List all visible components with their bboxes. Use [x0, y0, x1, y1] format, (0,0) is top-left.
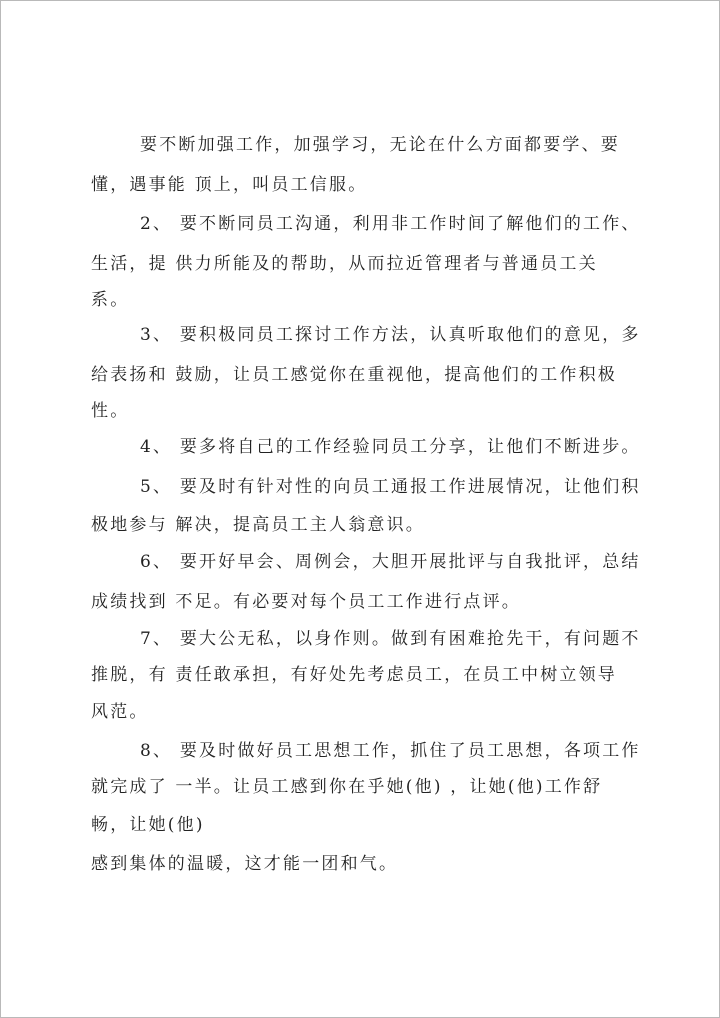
document-body — [1, 1, 719, 1017]
paragraph-line: 给表扬和 鼓励，让员工感觉你在重视他，提高他们的工作积极 — [91, 365, 618, 385]
paragraph-line: 7、 要大公无私，以身作则。做到有困难抢先干，有问题不 — [140, 629, 641, 649]
paragraph-line: 8、 要及时做好员工思想工作，抓住了员工思想，各项工作 — [140, 741, 641, 761]
paragraph-line: 性。 — [91, 401, 130, 421]
paragraph-line: 极地参与 解决，提高员工主人翁意识。 — [91, 515, 426, 535]
paragraph-line: 推脱，有 责任敢承担，有好处先考虑员工，在员工中树立领导 — [91, 665, 618, 685]
paragraph-line: 3、 要积极同员工探讨工作方法，认真听取他们的意见，多 — [140, 325, 641, 345]
paragraph-line: 就完成了 一半。让员工感到你在乎她(他) ，让她(他)工作舒 — [91, 777, 603, 797]
paragraph-line: 感到集体的温暖，这才能一团和气。 — [91, 854, 399, 874]
paragraph-line: 系。 — [91, 290, 130, 310]
paragraph-line: 成绩找到 不足。有必要对每个员工工作进行点评。 — [91, 592, 522, 612]
paragraph-line: 懂，遇事能 顶上，叫员工信服。 — [91, 175, 368, 195]
paragraph-line: 6、 要开好早会、周例会，大胆开展批评与自我批评，总结 — [140, 552, 641, 572]
paragraph-line: 4、 要多将自己的工作经验同员工分享，让他们不断进步。 — [140, 437, 641, 457]
paragraph-line: 生活，提 供力所能及的帮助，从而拉近管理者与普通员工关 — [91, 254, 598, 274]
paragraph-line: 2、 要不断同员工沟通，利用非工作时间了解他们的工作、 — [140, 214, 641, 234]
paragraph-line: 风范。 — [91, 702, 149, 722]
paragraph-line: 5、 要及时有针对性的向员工通报工作进展情况，让他们积 — [140, 477, 641, 497]
paragraph-line: 要不断加强工作，加强学习，无论在什么方面都要学、要 — [140, 135, 620, 155]
paragraph-line: 畅，让她(他) — [91, 815, 205, 835]
